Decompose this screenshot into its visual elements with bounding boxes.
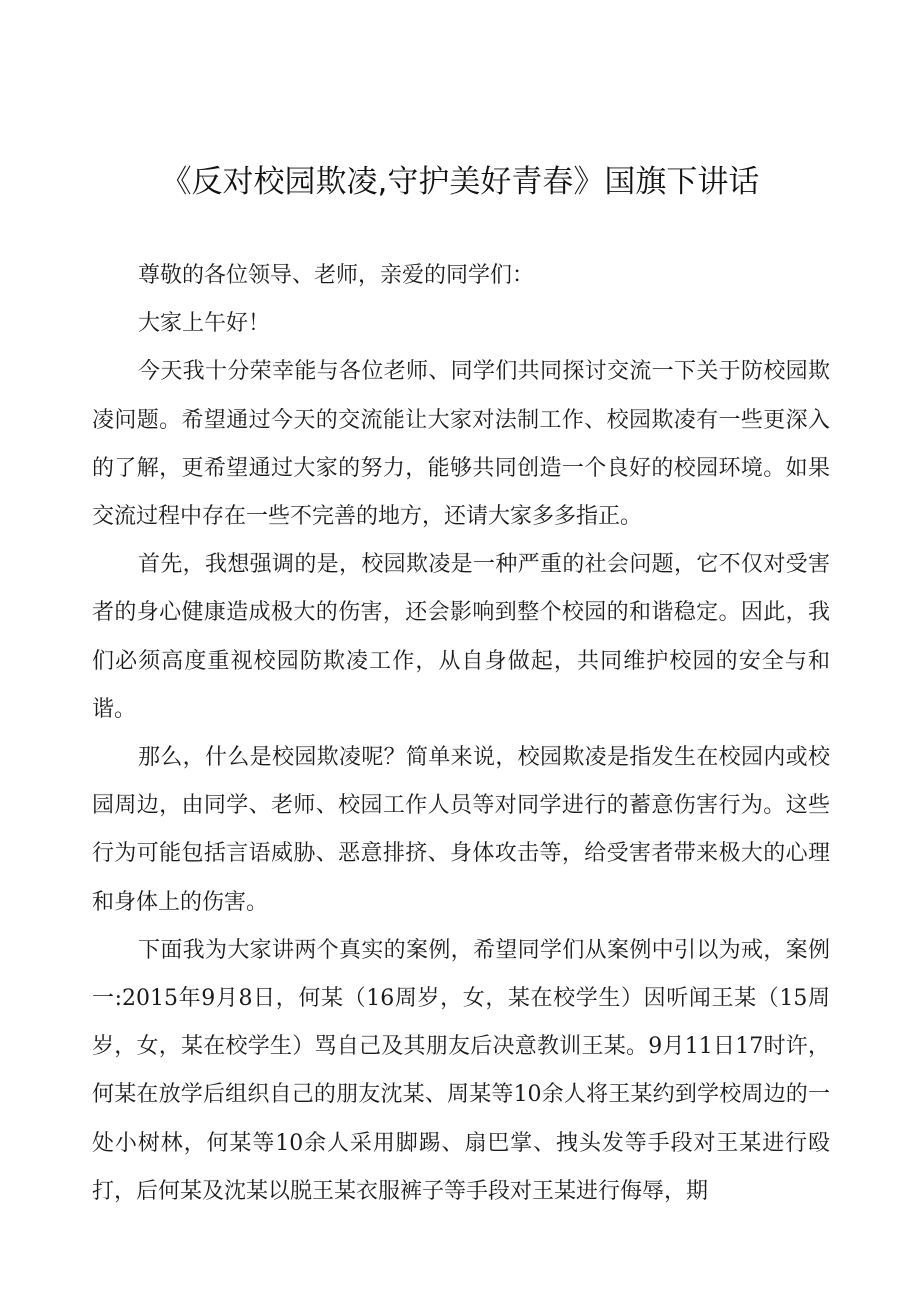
salutation-paragraph: 尊敬的各位领导、老师，亲爱的同学们： [138,263,535,288]
case-paragraph: 下面我为大家讲两个真实的案例，希望同学们从案例中引以为戒，案例一:2015年9月8日，何某（16周岁，女，某在校学生）因听闻王某（15周岁，女，某在校学生）骂自己及其朋友后决意教训王某。9月11日17时许，何某在放学后组织自己的朋友沈某、周某等10余人将王某约到学校周边的一处小树林，何某等10余人采用脚踢、扇巴掌、拽头发等手段对王某进行殴打，后何某及沈某以脱王某衣服裤子等手段对王某进行侮辱，期 [92,937,830,1204]
document-title: 《反对校园欺凌,守护美好青春》国旗下讲话 [160,164,760,200]
greeting-paragraph: 大家上午好！ [138,311,271,337]
emphasis-paragraph: 首先，我想强调的是，校园欺凌是一种严重的社会问题，它不仅对受害者的身心健康造成极大的伤害，还会影响到整个校园的和谐稳定。因此，我们必须高度重视校园防欺凌工作，从自身做起，共同维护校园的安全与和谐。 [92,552,830,722]
definition-paragraph: 那么，什么是校园欺凌呢？简单来说，校园欺凌是指发生在校园内或校园周边，由同学、老师、校园工作人员等对同学进行的蓄意伤害行为。这些行为可能包括言语威胁、恶意排挤、身体攻击等，给受害者带来极大的心理和身体上的伤害。 [92,745,830,915]
document-body [92,252,830,1216]
intro-paragraph: 今天我十分荣幸能与各位老师、同学们共同探讨交流一下关于防校园欺凌问题。希望通过今天的交流能让大家对法制工作、校园欺凌有一些更深入的了解，更希望通过大家的努力，能够共同创造一个良好的校园环境。如果交流过程中存在一些不完善的地方，还请大家多多指正。 [92,359,830,530]
